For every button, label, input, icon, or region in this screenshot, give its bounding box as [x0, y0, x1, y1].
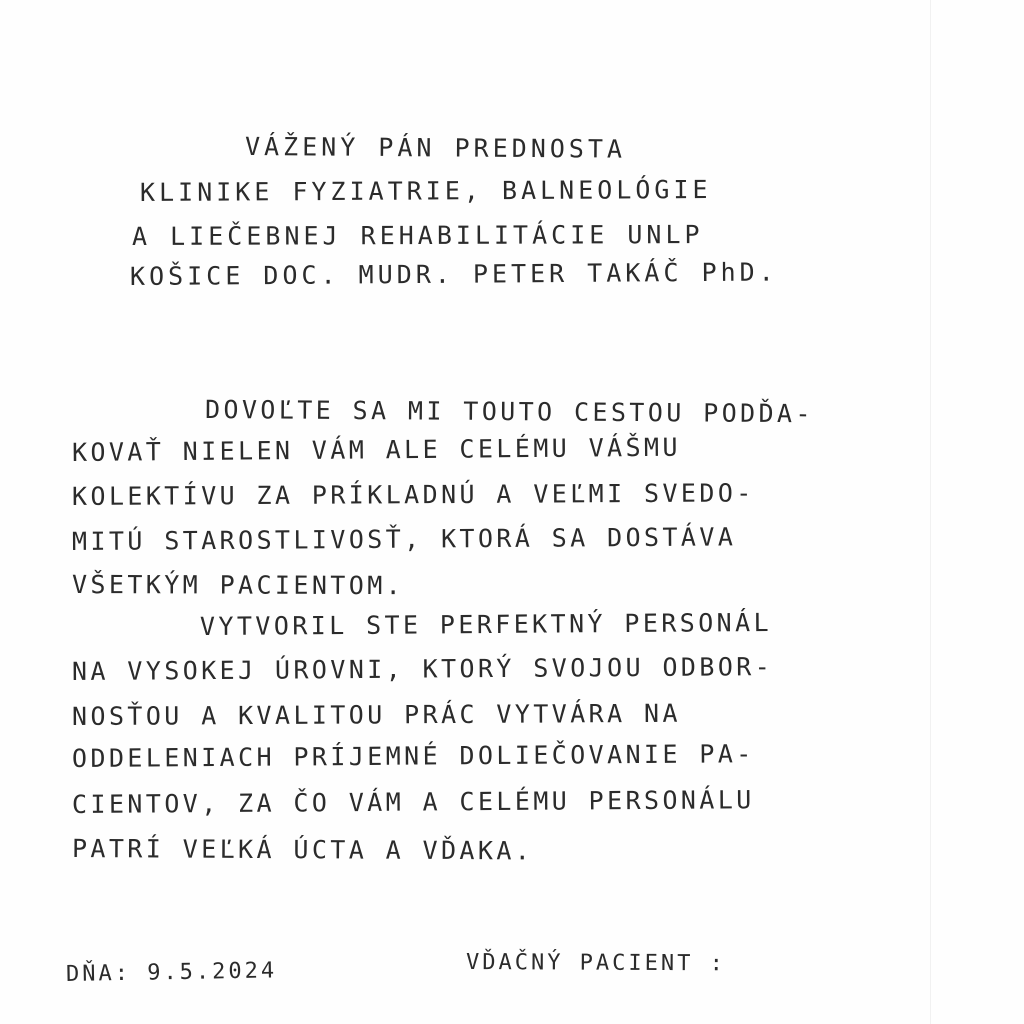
address-line-4: KOŠICE DOC. MUDR. PETER TAKÁČ PhD.: [129, 257, 778, 291]
body-line-4: MITÚ STAROSTLIVOSŤ, KTORÁ SA DOSTÁVA: [71, 522, 737, 556]
paper-fold-line: [930, 0, 931, 1024]
body-line-10: CIENTOV, ZA ČO VÁM A CELÉMU PERSONÁLU: [71, 785, 755, 819]
date-line: DŇA: 9.5.2024: [65, 958, 278, 987]
body-line-6: VYTVORIL STE PERFEKTNÝ PERSONÁL: [199, 608, 773, 641]
address-line-3: A LIEČEBNEJ REHABILITÁCIE UNLP: [131, 220, 704, 251]
body-line-8: NOSŤOU A KVALITOU PRÁC VYTVÁRA NA: [71, 698, 681, 731]
body-line-9: ODDELENIACH PRÍJEMNÉ DOLIEČOVANIE PA-: [71, 739, 755, 773]
signature-line: VĎAČNÝ PACIENT :: [465, 950, 726, 977]
address-line-1: VÁŽENÝ PÁN PREDNOSTA: [244, 132, 627, 164]
body-line-5: VŠETKÝM PACIENTOM.: [71, 570, 405, 601]
body-line-11: PATRÍ VEĽKÁ ÚCTA A VĎAKA.: [71, 834, 534, 866]
address-line-2: KLINIKE FYZIATRIE, BALNEOLÓGIE: [139, 175, 712, 207]
body-line-7: NA VYSOKEJ ÚROVNI, KTORÝ SVOJOU ODBOR-: [71, 652, 774, 686]
body-line-3: KOLEKTÍVU ZA PRÍKLADNÚ A VEĽMI SVEDO-: [71, 478, 755, 511]
body-line-1: DOVOĽTE SA MI TOUTO CESTOU PODĎA-: [204, 395, 814, 429]
body-line-2: KOVAŤ NIELEN VÁM ALE CELÉMU VÁŠMU: [71, 432, 682, 467]
